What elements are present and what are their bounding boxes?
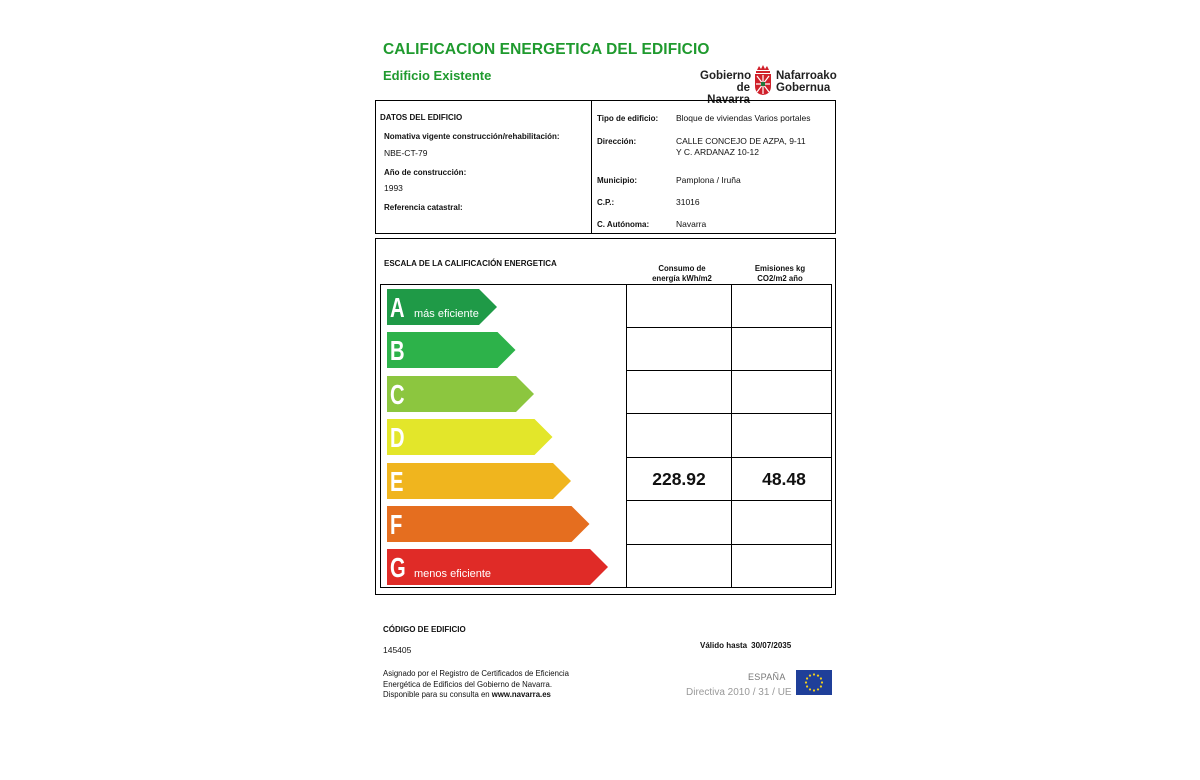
municipality-label: Municipio:	[597, 176, 637, 185]
region-label: C. Autónoma:	[597, 220, 650, 229]
page-title: CALIFICACION ENERGETICA DEL EDIFICIO	[383, 41, 710, 58]
rating-arrow-a	[387, 289, 497, 325]
address-line2: Y C. ARDANAZ 10-12	[676, 147, 759, 157]
valid-until	[700, 641, 791, 650]
rating-letter: F	[390, 509, 403, 540]
rating-arrow-f	[387, 506, 590, 542]
valid-until-date: 30/07/2035	[751, 641, 792, 650]
rating-tag: menos eficiente	[414, 568, 492, 581]
rating-arrow-c	[387, 376, 534, 412]
year-value: 1993	[384, 183, 403, 193]
rating-letter: D	[390, 422, 405, 454]
gov-name-eu-line2: Gobernua	[776, 82, 831, 94]
year-label: Año de construcción:	[384, 168, 467, 177]
region-value: Navarra	[676, 219, 707, 229]
rating-grid	[380, 284, 832, 588]
eu-directive-badge	[682, 666, 837, 704]
gov-name-es-line1: Gobierno	[700, 70, 752, 82]
building-type-value: Bloque de viviendas Varios portales	[676, 113, 811, 123]
column-divider	[591, 101, 592, 233]
normativa-label: Nomativa vigente construcción/rehabilitación:	[384, 132, 560, 141]
emissions-column-header: Emisiones kg CO2/m2 año	[754, 264, 806, 283]
emissions-value: 48.48	[762, 469, 806, 489]
postal-code-value: 31016	[676, 197, 700, 207]
municipality-value: Pamplona / Iruña	[676, 175, 741, 185]
gov-name-eu-line1: Nafarroako	[776, 70, 837, 82]
rating-arrow-g	[387, 549, 608, 585]
rating-letter: G	[390, 552, 406, 584]
navarra-website-link[interactable]: www.navarra.es	[491, 690, 551, 699]
rating-arrow-e	[387, 463, 571, 499]
energy-scale-title: ESCALA DE LA CALIFICACIÓN ENERGETICA	[384, 259, 557, 268]
building-data-title: DATOS DEL EDIFICIO	[380, 113, 463, 122]
rating-arrow-d	[387, 419, 553, 455]
consumption-column-header: Consumo de energía kWh/m2	[652, 264, 712, 283]
building-data-box	[375, 100, 836, 234]
eu-flag-icon	[796, 670, 832, 695]
rating-letter: C	[390, 378, 405, 410]
address-line1: CALLE CONCEJO DE AZPA, 9-11	[676, 136, 806, 146]
building-code-value: 145405	[383, 645, 412, 655]
rating-arrow-b	[387, 332, 516, 368]
valid-until-label: Válido hasta	[700, 641, 748, 650]
government-logo	[700, 64, 838, 106]
registry-note: Asignado por el Registro de Certificados de Eficiencia Energética de Edificios del Gobierno de Navarra. Disponible para su consulta en www.navarra.es	[383, 669, 569, 699]
page-subtitle: Edificio Existente	[383, 68, 492, 83]
rating-tag: más eficiente	[414, 308, 479, 320]
address-label: Dirección:	[597, 137, 637, 146]
rating-letter: E	[390, 465, 404, 497]
postal-code-label: C.P.:	[597, 198, 615, 207]
consumption-value: 228.92	[652, 469, 706, 489]
rating-letter: A	[390, 292, 405, 323]
eu-directive: Directiva 2010 / 31 / UE	[686, 687, 792, 698]
energy-scale-box	[375, 238, 836, 595]
navarra-shield-icon	[753, 64, 773, 96]
catastral-label: Referencia catastral:	[384, 203, 463, 212]
eu-country: ESPAÑA	[748, 672, 786, 682]
rating-letter: B	[390, 335, 405, 367]
gov-name-es-line2: de Navarra	[707, 82, 750, 106]
building-type-label: Tipo de edificio:	[597, 114, 659, 123]
building-code-label: CÓDIGO DE EDIFICIO	[383, 625, 466, 634]
normativa-value: NBE-CT-79	[384, 148, 428, 158]
